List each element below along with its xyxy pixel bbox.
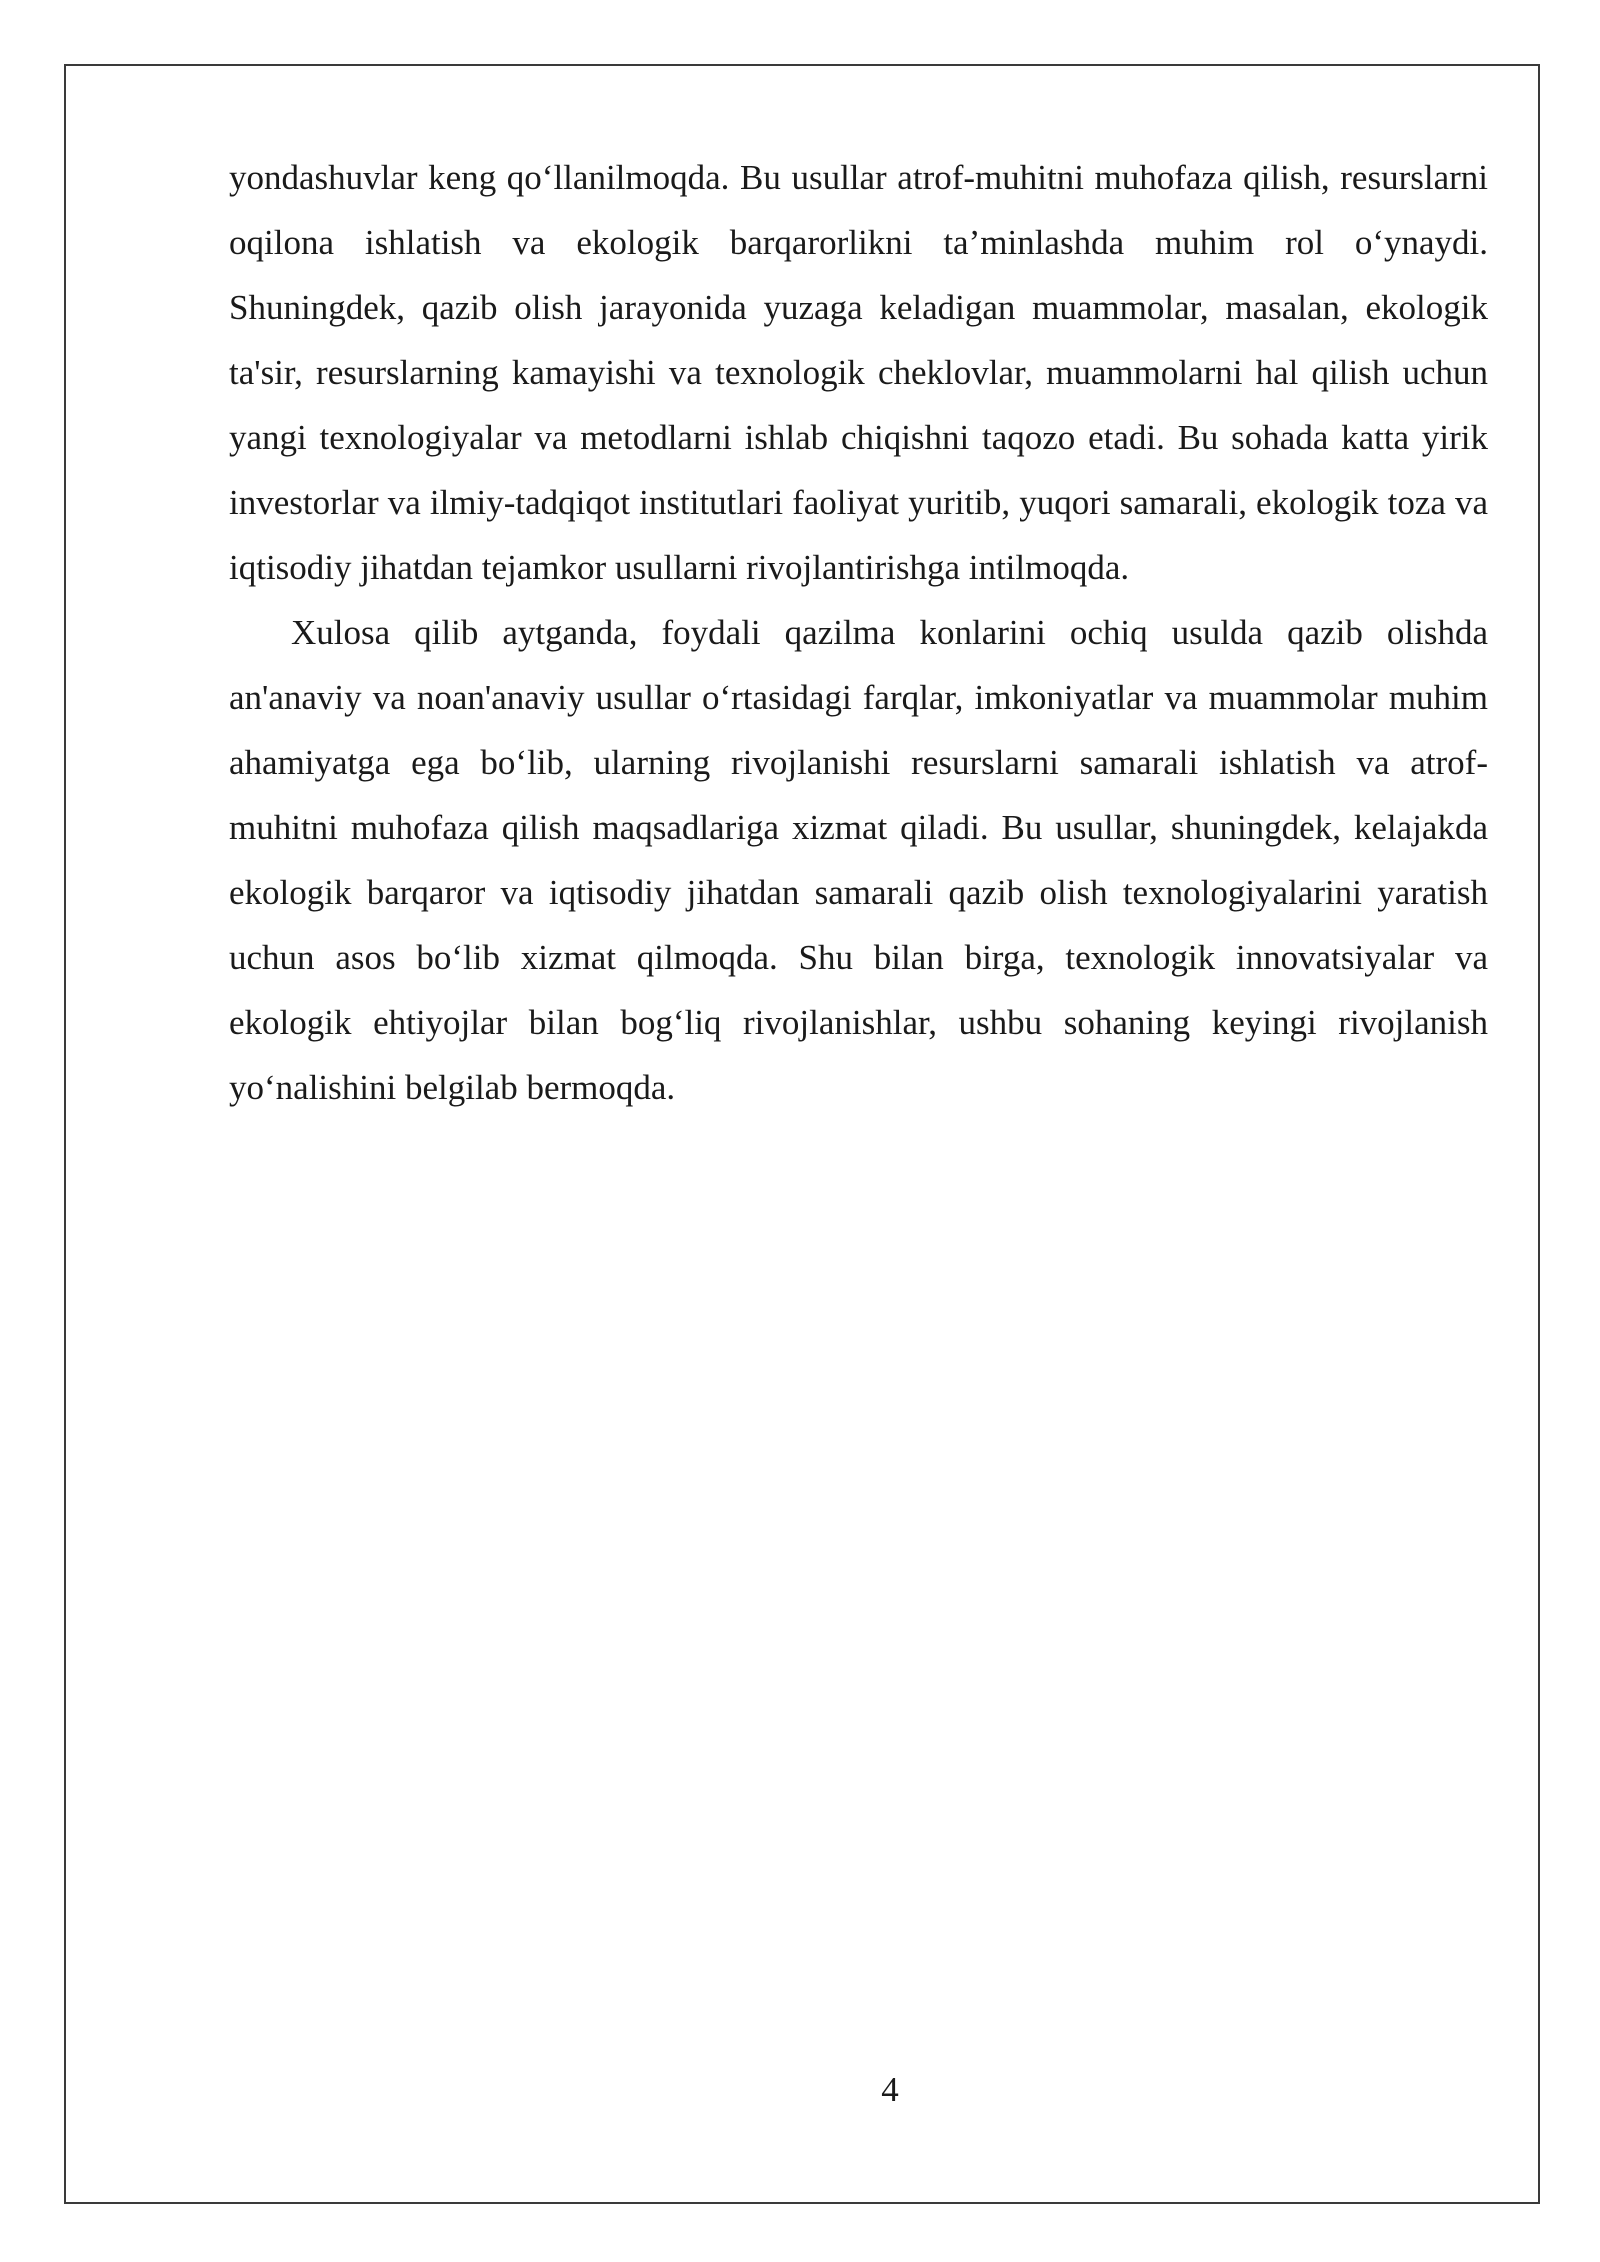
page-number: 4: [881, 2070, 899, 2109]
document-body: [229, 145, 1488, 1120]
paragraph-conclusion: Xulosa qilib aytganda, foydali qazilma konlarini ochiq usulda qazib olishda an'anaviy va noan'anaviy usullar o‘rtasidagi farqlar, imkoniyatlar va muammolar muhim ahamiyatga ega bo‘lib, ularning rivojlanishi resurslarni samarali ishlatish va atrof-muhitni muhofaza qilish maqsadlariga xizmat qiladi. Bu usullar, shuningdek, kelajakda ekologik barqaror va iqtisodiy jihatdan samarali qazib olish texnologiyalarini yaratish uchun asos bo‘lib xizmat qilmoqda. Shu bilan birga, texnologik innovatsiyalar va ekologik ehtiyojlar bilan bog‘liq rivojlanishlar, ushbu sohaning keyingi rivojlanish yo‘nalishini belgilab bermoqda.: [229, 613, 1488, 1107]
paragraph-continuation: yondashuvlar keng qo‘llanilmoqda. Bu usullar atrof-muhitni muhofaza qilish, resurslarni oqilona ishlatish va ekologik barqarorlikni ta’minlashda muhim rol o‘ynaydi. Shuningdek, qazib olish jarayonida yuzaga keladigan muammolar, masalan, ekologik ta'sir, resurslarning kamayishi va texnologik cheklovlar, muammolarni hal qilish uchun yangi texnologiyalar va metodlarni ishlab chiqishni taqozo etadi. Bu sohada katta yirik investorlar va ilmiy-tadqiqot institutlari faoliyat yuritib, yuqori samarali, ekologik toza va iqtisodiy jihatdan tejamkor usullarni rivojlantirishga intilmoqda.: [229, 158, 1488, 587]
